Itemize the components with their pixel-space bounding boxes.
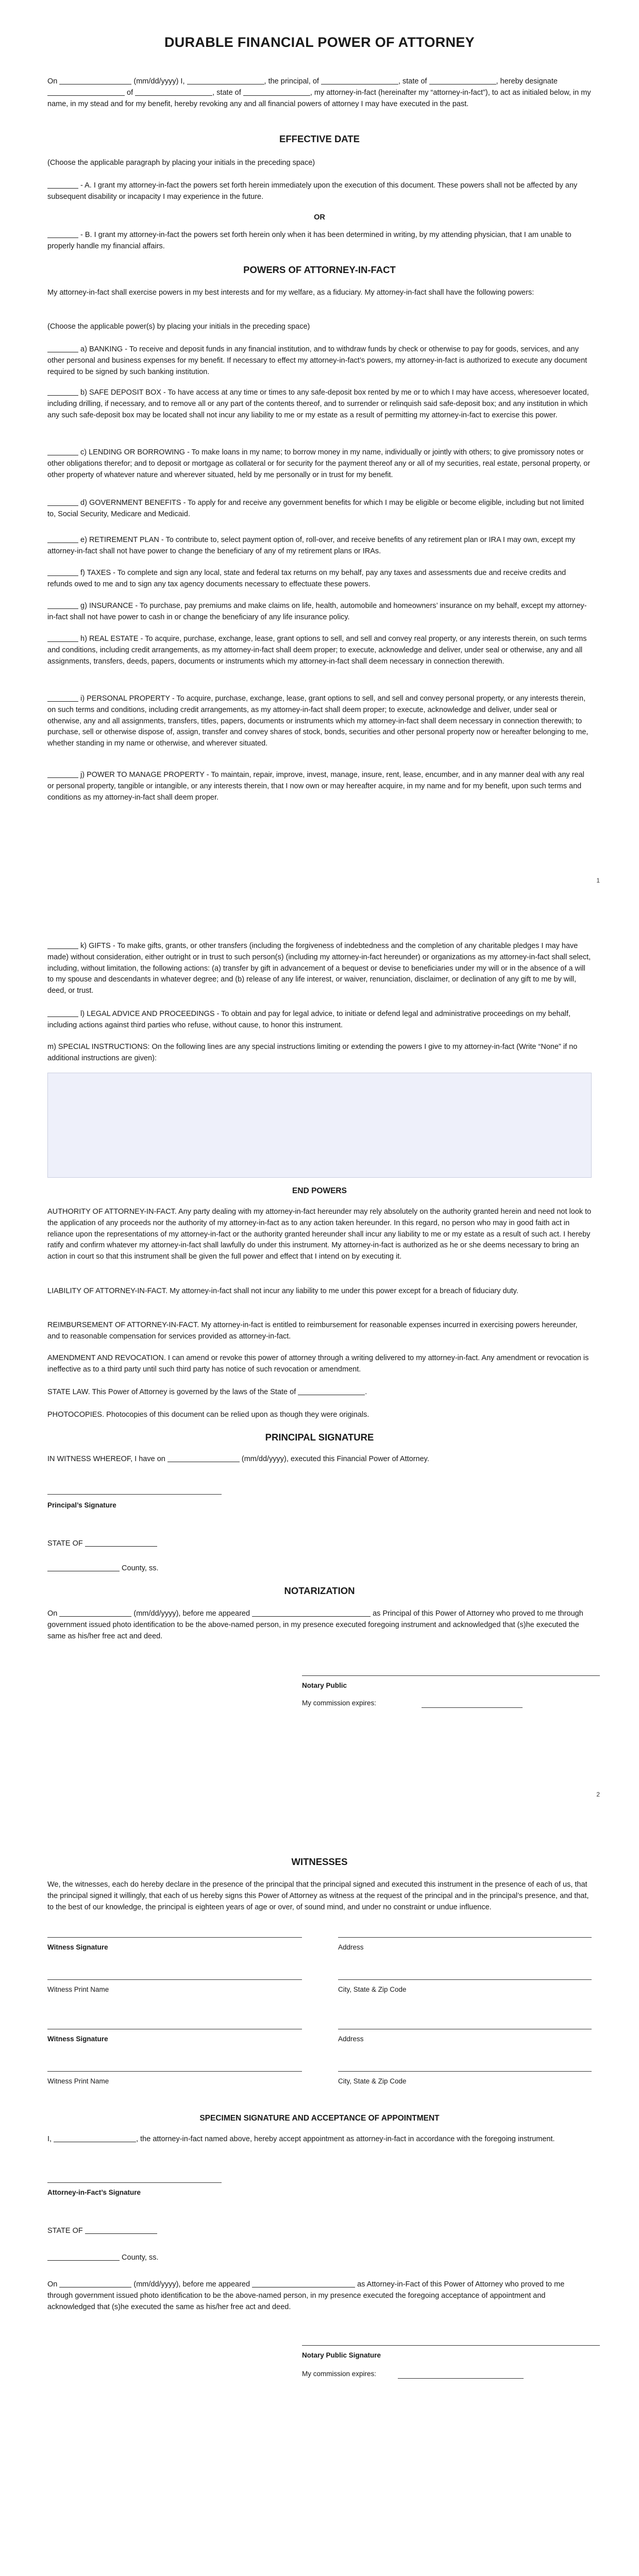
city-state-zip-label: City, State & Zip Code [338, 1986, 407, 1993]
appeared-name-field[interactable] [252, 1609, 371, 1617]
agent-signature-label: Attorney-in-Fact’s Signature [47, 2189, 141, 2196]
governing-state-field[interactable] [298, 1387, 365, 1395]
initials-field[interactable] [47, 498, 78, 506]
power-item-retirement: e) RETIREMENT PLAN - To contribute to, select payment option of, roll-over, and receive benefits of any retirement plan or IRA I may own, except my attorney-in-fact shall not have power to change the beneficiary of any of my retirement plans or IRAs. [47, 536, 576, 555]
or-label: OR [314, 213, 325, 222]
effective-option-a: - A. I grant my attorney-in-fact the powers set forth herein immediately upon the execution of this document. These powers shall not be affected by any subsequent disability or incapacity I may experience in the future. [47, 181, 578, 201]
initials-field[interactable] [47, 601, 78, 609]
power-item-legal: l) LEGAL ADVICE AND PROCEEDINGS - To obtain and pay for legal advice, to initiate or defend legal and administrative proceedings on my behalf, including actions against third parties who refuse, without cause, to honor this instrument. [47, 1010, 571, 1029]
reimbursement-paragraph: REIMBURSEMENT OF ATTORNEY-IN-FACT. My attorney-in-fact is entitled to reimbursement for reasonable expenses incurred in exercising powers hereunder, and to reasonable compensation for services provided as attorney-in-fact. [47, 1321, 578, 1341]
state-of-line: STATE OF [47, 1538, 592, 1550]
witness-2-city-line[interactable] [338, 2071, 592, 2072]
county-field[interactable] [47, 1564, 120, 1571]
powers-heading: POWERS OF ATTORNEY-IN-FACT [243, 264, 396, 275]
witness-signature-label: Witness Signature [47, 2035, 108, 2043]
initials-field-b[interactable] [47, 230, 78, 238]
power-item-insurance: g) INSURANCE - To purchase, pay premiums and make claims on life, health, automobile and homeowners’ insurance on my behalf, except my attorney-in-fact shall not have power to cash in or change the beneficiary of any life insurance policy. [47, 602, 587, 621]
notary-date-field[interactable] [59, 2280, 131, 2287]
notarization-heading: NOTARIZATION [284, 1585, 355, 1596]
state-field[interactable] [85, 1539, 157, 1547]
agent-signature-line[interactable] [47, 2182, 222, 2183]
power-item-banking: a) BANKING - To receive and deposit funds in any financial institution, and to withdraw funds by check or otherwise to pay for goods, services, and any other personal and business expenses for my benefit. If necessary to effect my attorney-in-fact’s powers, my attorney-in-fact is authorized to execute any document required to be signed by such banking institution. [47, 345, 587, 376]
initials-field[interactable] [47, 1009, 78, 1017]
initials-field-a[interactable] [47, 181, 78, 189]
notary-signature-line[interactable] [302, 2345, 600, 2346]
agent-city-field[interactable] [135, 88, 212, 96]
notarization-paragraph: On (mm/dd/yyyy), before me appeared as Principal of this Power of Attorney who proved to me through government issued photo identification to be the above-named person, in my presence executed foregoing instrument and acknowledged that (s)he executed the same as his/her free act and deed. [47, 1609, 583, 1640]
initials-field[interactable] [47, 941, 78, 949]
witness-1-signature-line[interactable] [47, 1937, 302, 1938]
document-title: DURABLE FINANCIAL POWER OF ATTORNEY [164, 35, 475, 50]
effective-date-heading: EFFECTIVE DATE [279, 133, 360, 144]
agent-state-field[interactable] [243, 88, 310, 96]
authority-paragraph: AUTHORITY OF ATTORNEY-IN-FACT. Any party dealing with my attorney-in-fact hereunder may rely absolutely on the authority granted herein and need not look to the application of any proceeds nor the authority of my attorney-in-fact as to any action taken hereunder. In this regard, no person who may in good faith act in reliance upon the representations of my attorney-in-fact or the authority granted hereunder shall incur any liability to me or my estate as a result of such act. I hereby ratify and confirm whatever my attorney-in-fact shall lawfully do under this instrument. My attorney-in-fact is authorized as he or she deems necessary to bring an action in court so that this instrument shall be given the full power and effect that I intend on by executing it. [47, 1208, 592, 1261]
county-line: County, ss. [47, 2252, 592, 2264]
witness-print-name-label: Witness Print Name [47, 1986, 109, 1993]
intro-paragraph: On (mm/dd/yyyy) I, , the principal, of , state of , hereby designate of , state of , my attorney-in-fact (hereinafter my “attorney-in-fact”), to act as initialed below, in my name, in my stead and for my benefit, hereby revoking any and all financial powers of attorney I may have executed in the past. [47, 77, 591, 108]
initials-field[interactable] [47, 535, 78, 543]
power-item-real-estate: h) REAL ESTATE - To acquire, purchase, exchange, lease, grant options to sell, and sell and convey real property, or any interests therein, on such terms and conditions, including credit arrangements, as my attorney-in-fact shall deem proper; to execute, acknowledge and deliver, under seal or otherwise, any and all assignments, transfers, deeds, papers, documents or instruments which my attorney-in-fact shall deem necessary in connection therewith. [47, 635, 587, 666]
principal-signature-heading: PRINCIPAL SIGNATURE [265, 1432, 374, 1443]
commission-label: My commission expires: [302, 1699, 377, 1707]
notary-public-signature-label: Notary Public Signature [302, 2351, 381, 2359]
witness-print-name-label: Witness Print Name [47, 2077, 109, 2085]
principal-signature-label: Principal’s Signature [47, 1501, 116, 1509]
notary-public-label: Notary Public [302, 1682, 347, 1689]
powers-intro: My attorney-in-fact shall exercise powers in my best interests and for my welfare, as a fiduciary. My attorney-in-fact shall have the following powers: [47, 289, 534, 297]
initials-field[interactable] [47, 568, 78, 576]
address-label: Address [338, 1943, 364, 1951]
execution-date-field[interactable] [167, 1454, 240, 1462]
principal-state-field[interactable] [429, 77, 496, 84]
power-item-lending: c) LENDING OR BORROWING - To make loans in my name; to borrow money in my name, individually or jointly with others; to give promissory notes or other obligations therefor; and to deposit or mortgage as collateral or for security for the payment thereof any or all of my securities, real estate, personal property, or other property of whatever nature and wherever situated, held by me personally or in trust for my benefit. [47, 448, 591, 479]
state-field[interactable] [85, 2226, 157, 2234]
initials-field[interactable] [47, 694, 78, 702]
principal-city-field[interactable] [321, 77, 398, 84]
date-field[interactable] [59, 77, 131, 84]
commission-expiry-field[interactable] [422, 1707, 523, 1708]
power-item-taxes: f) TAXES - To complete and sign any local, state and federal tax returns on my behalf, pay any taxes and assessments due and receive credits and refunds owed to me and to sign any tax agency documents necessary to effectuate these powers. [47, 569, 566, 588]
power-item-personal-property: i) PERSONAL PROPERTY - To acquire, purchase, exchange, lease, grant options to sell, and sell and convey personal property, or any interests therein, on such terms and conditions, including credit arrangements, as my attorney-in-fact shall deem proper; to execute, acknowledge and deliver, under seal or otherwise, any and all assignments, transfers, titles, papers, documents or instruments which my attorney-in-fact shall deem necessary in connection therewith; to purchase, sell or otherwise dispose of, assign, transfer and convey shares of stock, bonds, securities and other personal property now or hereafter belonging to me, whether standing in my name or otherwise, and wherever situated. [47, 694, 588, 748]
agent-name-field[interactable] [54, 2134, 136, 2142]
commission-expiry-field[interactable] [398, 2378, 524, 2379]
acceptance-notary-paragraph: On (mm/dd/yyyy), before me appeared as Attorney-in-Fact of this Power of Attorney who proved to me through government issued photo identification to be the above-named person, in my presence executed the foregoing acceptance of appointment and acknowledged that (s)he executed the same as his/her free act and deed. [47, 2280, 565, 2311]
state-of-line: STATE OF [47, 2226, 592, 2237]
witness-1-city-line[interactable] [338, 1979, 592, 1980]
city-state-zip-label: City, State & Zip Code [338, 2077, 407, 2085]
address-label: Address [338, 2035, 364, 2043]
powers-instruction: (Choose the applicable power(s) by placing your initials in the preceding space) [47, 323, 310, 331]
photocopies-paragraph: PHOTOCOPIES. Photocopies of this document can be relied upon as though they were originals. [47, 1411, 369, 1419]
witness-signature-label: Witness Signature [47, 1943, 108, 1951]
state-law-paragraph: STATE LAW. This Power of Attorney is governed by the laws of the State of . [47, 1388, 367, 1396]
initials-field[interactable] [47, 634, 78, 642]
power-item-manage-property: j) POWER TO MANAGE PROPERTY - To maintain, repair, improve, invest, manage, insure, rent, lease, encumber, and in any manner deal with any real or personal property, tangible or intangible, or any interests therein, that I now own or may hereafter acquire, in my name and for my benefit, upon such terms and conditions as my attorney-in-fact shall deem proper. [47, 771, 584, 802]
acceptance-paragraph: I, , the attorney-in-fact named above, hereby accept appointment as attorney-in-fact in accordance with the foregoing instrument. [47, 2135, 555, 2143]
special-instructions: m) SPECIAL INSTRUCTIONS: On the following lines are any special instructions limiting or extending the powers I give to my attorney-in-fact (Write “None” if no additional instructions are given): [47, 1043, 578, 1062]
end-powers-heading: END POWERS [292, 1187, 347, 1195]
in-witness-paragraph: IN WITNESS WHEREOF, I have on (mm/dd/yyyy), executed this Financial Power of Attorney. [47, 1455, 429, 1463]
effective-option-b: - B. I grant my attorney-in-fact the powers set forth herein only when it has been determined in writing, by my attending physician, that I am unable to properly handle my financial affairs. [47, 231, 571, 250]
witness-1-address-line[interactable] [338, 1937, 592, 1938]
notary-date-field[interactable] [59, 1609, 131, 1617]
witnesses-paragraph: We, the witnesses, each do hereby declare in the presence of the principal that the principal signed and executed this instrument in the presence of each of us, that the principal signed it willingly, that each of us hereby signs this Power of Attorney as witness at the request of the principal and in the principal’s presence, and that, to the best of our knowledge, the principal is eighteen years of age or over, of sound mind, and under no constraint or undue influence. [47, 1880, 589, 1911]
initials-field[interactable] [47, 770, 78, 778]
acceptance-heading: SPECIMEN SIGNATURE AND ACCEPTANCE OF APPOINTMENT [199, 2114, 440, 2123]
notary-signature-line[interactable] [302, 1675, 600, 1676]
witness-1-print-name-line[interactable] [47, 1979, 302, 1980]
initials-field[interactable] [47, 345, 78, 352]
principal-signature-line[interactable] [47, 1494, 222, 1495]
appeared-name-field[interactable] [252, 2280, 355, 2287]
amendment-paragraph: AMENDMENT AND REVOCATION. I can amend or revoke this power of attorney through a writing delivered to my attorney-in-fact. Any amendment or revocation is ineffective as to a third party until such third party has notice of such revocation or amendment. [47, 1354, 589, 1374]
witness-2-print-name-line[interactable] [47, 2071, 302, 2072]
initials-field[interactable] [47, 448, 78, 455]
special-instructions-field[interactable] [47, 1073, 592, 1178]
principal-name-field[interactable] [187, 77, 264, 84]
commission-label: My commission expires: [302, 2370, 377, 2378]
witnesses-heading: WITNESSES [291, 1856, 348, 1867]
initials-field[interactable] [47, 388, 78, 396]
county-field[interactable] [47, 2253, 120, 2261]
liability-paragraph: LIABILITY OF ATTORNEY-IN-FACT. My attorney-in-fact shall not incur any liability to me under this power except for a breach of fiduciary duty. [47, 1287, 518, 1295]
power-item-gifts: k) GIFTS - To make gifts, grants, or other transfers (including the forgiveness of indebtedness and the completion of any charitable pledges I may have made) without consideration, either outright or in trust to such person(s) (including my attorney-in-fact hereunder) or organizations as my attorney-in-fact shall select, including, without limitation, the following actions: (a) transfer by gift in advancement of a bequest or devise to beneficiaries under my will or in the absence of a will to my spouse and descendants in whatever degree; and (b) release of any life interest, or waiver, renunciation, disclaimer, or declination of any gift to me by will, deed, or trust. [47, 942, 591, 995]
county-line: County, ss. [47, 1563, 592, 1574]
power-item-safe-deposit: b) SAFE DEPOSIT BOX - To have access at any time or times to any safe-deposit box rented by me or to which I may have access, wheresoever located, including drilling, if necessary, and to remove all or any part of the contents thereof, and to surrender or relinquish said safe-deposit box; and any institution in which any such safe-deposit box may be located shall not incur any liability to me or my estate as a result of permitting my attorney-in-fact to exercise this power. [47, 388, 589, 419]
page-number: 1 [596, 877, 600, 884]
agent-name-field[interactable] [47, 88, 125, 96]
page-number: 2 [596, 1791, 600, 1798]
power-item-government-benefits: d) GOVERNMENT BENEFITS - To apply for and receive any government benefits for which I may be eligible or become eligible, including but not limited to, Social Security, Medicare and Medicaid. [47, 499, 584, 518]
effective-date-instruction: (Choose the applicable paragraph by placing your initials in the preceding space) [47, 159, 315, 167]
